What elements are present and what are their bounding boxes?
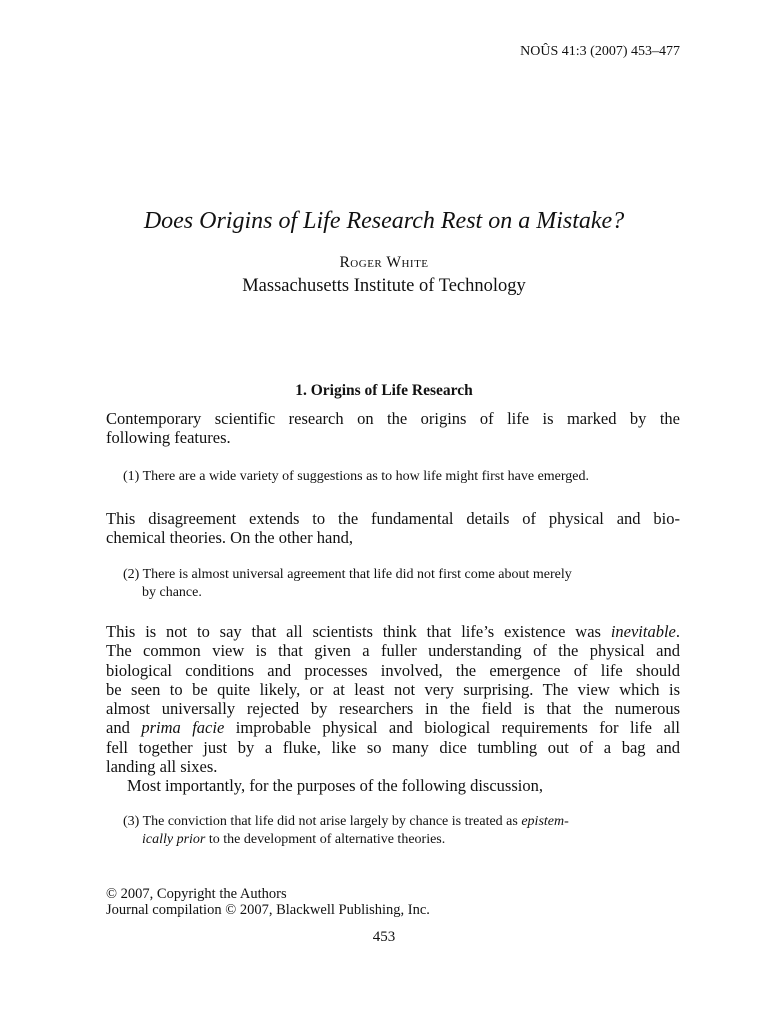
journal-reference: NOÛS 41:3 (2007) 453–477 xyxy=(520,44,680,59)
numbered-claim-2 xyxy=(123,566,663,601)
body-paragraph-3 xyxy=(106,622,680,796)
text-line: be seen to be quite likely, or at least not very surprising. The view which is xyxy=(106,679,680,699)
text-line: almost universally rejected by researchers in the field is that the numerous xyxy=(106,699,680,719)
copyright-notice: © 2007, Copyright the Authors xyxy=(106,886,287,902)
emphasis-inevitable: inevitable xyxy=(610,622,676,641)
text-line: Most importantly, for the purposes of the following discussion, xyxy=(127,776,543,796)
text-line: (2) There is almost universal agreement that life did not first come about merely xyxy=(123,567,572,582)
author-name: Roger White xyxy=(339,254,429,271)
author-affiliation: Massachusetts Institute of Technology xyxy=(242,276,526,296)
text-line xyxy=(123,831,663,849)
text-run: to the development of alternative theories. xyxy=(205,831,446,847)
body-paragraph-1 xyxy=(106,409,680,448)
text-line: The common view is that given a fuller understanding of the physical and xyxy=(106,641,680,661)
numbered-claim-1 xyxy=(123,468,663,486)
text-line: chemical theories. On the other hand, xyxy=(106,528,353,548)
article-title: Does Origins of Life Research Rest on a Mistake? xyxy=(143,208,625,234)
text-run: improbable physical and biological requirements for life all xyxy=(224,718,680,738)
text-line xyxy=(106,718,680,737)
text-run: and xyxy=(106,718,142,738)
emphasis-prior: ically prior xyxy=(142,831,206,847)
text-line: Contemporary scientific research on the origins of life is marked by the xyxy=(106,409,680,428)
text-run: This is not to say that all scientists think that life’s existence was xyxy=(106,622,611,641)
text-line xyxy=(106,622,680,641)
body-paragraph-2 xyxy=(106,509,680,548)
text-run: . xyxy=(675,622,680,641)
section-heading: 1. Origins of Life Research xyxy=(295,382,473,399)
text-line: landing all sixes. xyxy=(106,757,218,777)
text-line: This disagreement extends to the fundamental details of physical and bio- xyxy=(106,509,680,528)
text-line xyxy=(123,813,663,831)
text-line: by chance. xyxy=(142,584,202,600)
text-line: following features. xyxy=(106,428,231,448)
numbered-claim-3 xyxy=(123,813,663,848)
text-run: (3) The conviction that life did not arise largely by chance is treated as xyxy=(123,814,522,829)
emphasis-prima-facie: prima facie xyxy=(141,718,225,738)
journal-compilation-notice: Journal compilation © 2007, Blackwell Publishing, Inc. xyxy=(106,902,430,918)
emphasis-epistemically: epistem- xyxy=(521,814,569,829)
page-number: 453 xyxy=(372,929,396,945)
text-line: biological conditions and processes involved, the emergence of life should xyxy=(106,660,680,680)
text-line: fell together just by a fluke, like so many dice tumbling out of a bag and xyxy=(106,737,680,757)
text-line: (1) There are a wide variety of suggestions as to how life might first have emerged. xyxy=(123,469,590,484)
